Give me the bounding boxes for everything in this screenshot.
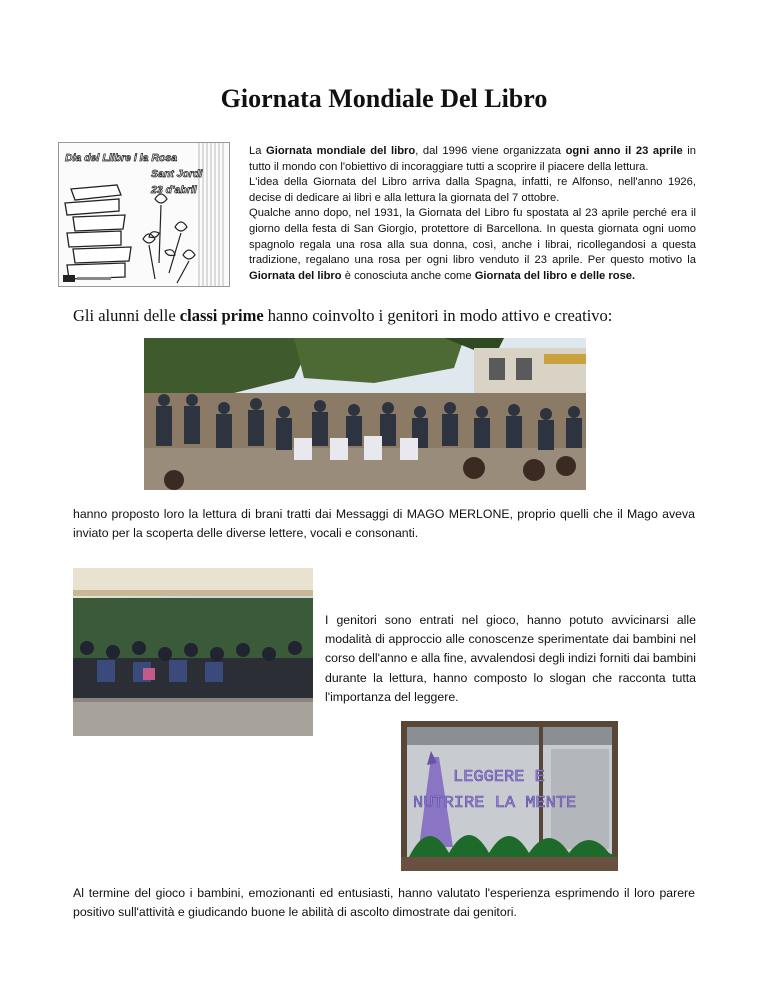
slogan-line-2: NUTRIRE LA MENTE (413, 794, 577, 813)
poster-line-2: Sant Jordi (151, 168, 203, 180)
lead-sentence: Gli alunni delle classi prime hanno coinvolto i genitori in modo attivo e creativo: (73, 306, 613, 325)
conclusion-paragraph: Al termine del gioco i bambini, emozionanti ed entusiasti, hanno valutato l'esperienza esprimendo il loro parere positivo sull'attività e giudicando buone le abilità di ascolto dimostrate dai genitori. (73, 886, 695, 920)
poster-line-1: Dia del Llibre i la Rosa (65, 152, 178, 164)
children-awning-photo (73, 568, 313, 736)
slogan-window-photo (401, 721, 618, 871)
book-day-poster-image (58, 142, 230, 287)
intro-paragraph: La Giornata mondiale del libro, dal 1996 viene organizzata ogni anno il 23 aprile in tutto il mondo con l'obiettivo di incoraggiare tutti a scoprire il piacere della lettura. L'idea della Giornata del Libro arriva dalla Spagna, infatti, re Alfonso, nell'anno 1926, decise di dedicare ai libri e alla lettura la giornata del 7 ottobre. Qualche anno dopo, nel 1931, la Giornata del Libro fu spostata al 23 aprile perché era il giorno della festa di San Giorgio, protettore di Barcellona. In questa giornata ogni uomo spagnolo regala una rosa alla sua donna, così, anche i librai, ricollegandosi a questa tradizione, regalano una rosa per ogni libro venduto il 23 aprile. Per questo motivo la Giornata del libro è conosciuta anche come Giornata del libro e delle rose. (249, 145, 696, 282)
slogan-line-1: LEGGERE E (453, 768, 545, 787)
page-title: Giornata Mondiale Del Libro (220, 84, 548, 113)
reading-paragraph: hanno proposto loro la lettura di brani tratti dai Messaggi di MAGO MERLONE, proprio quelli che il Mago aveva inviato per la scoperta delle diverse lettere, vocali e consonanti. (73, 507, 695, 540)
parents-game-paragraph: I genitori sono entrati nel gioco, hanno potuto avvicinarsi alle modalità di approccio alle conoscenze sperimentate dai bambini nel corso dell'anno e alla fine, avvalendosi degli indizi forniti dai bambini durante la lettura, hanno composto lo slogan che racconta tutta l'importanza del leggere. (325, 613, 696, 704)
parents-outdoor-photo (144, 338, 586, 490)
poster-line-3: 23 d'abril (151, 184, 197, 196)
